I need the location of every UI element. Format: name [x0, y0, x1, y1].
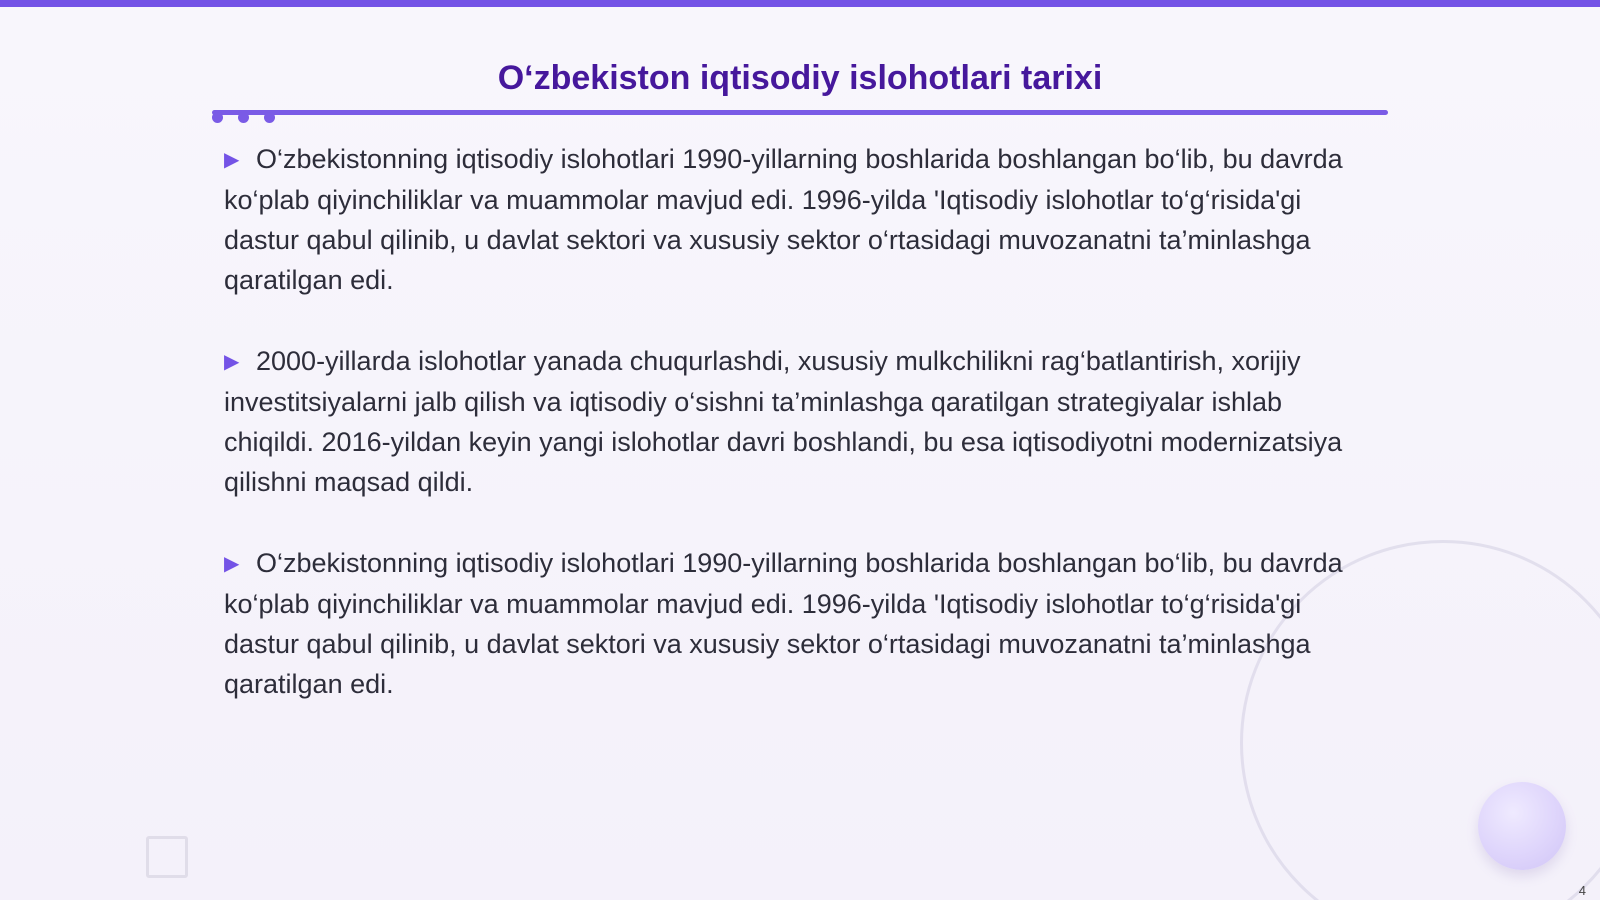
slide-title: O‘zbekiston iqtisodiy islohotlari tarixi [497, 59, 1103, 97]
bullet-list [224, 139, 1374, 745]
paragraph-text: O‘zbekistonning iqtisodiy islohotlari 1990-yillarning boshlarida boshlangan bo‘lib, bu davrda ko‘plab qiyinchiliklar va muammolar mavjud edi. 1996-yilda 'Iqtisodiy islohotlar to‘g‘risida'gi dastur qabul qilinib, u davlat sektori va xususiy sektor o‘rtasidagi muvozanatni ta’minlashga qaratilgan edi. [224, 144, 1343, 295]
decorative-square [146, 836, 188, 878]
title-underline [212, 110, 1388, 115]
underline-dot [238, 112, 249, 123]
top-accent-bar [0, 0, 1600, 7]
paragraph-text: O‘zbekistonning iqtisodiy islohotlari 1990-yillarning boshlarida boshlangan bo‘lib, bu davrda ko‘plab qiyinchiliklar va muammolar mavjud edi. 1996-yilda 'Iqtisodiy islohotlar to‘g‘risida'gi dastur qabul qilinib, u davlat sektori va xususiy sektor o‘rtasidagi muvozanatni ta’minlashga qaratilgan edi. [224, 548, 1343, 699]
bullet-paragraph [224, 341, 1374, 502]
underline-dot [212, 112, 223, 123]
decorative-bubble [1478, 782, 1566, 870]
triangle-right-icon: ▶ [224, 553, 240, 575]
underline-dot [264, 112, 275, 123]
triangle-right-icon: ▶ [224, 351, 240, 373]
triangle-right-icon: ▶ [224, 149, 240, 171]
page-number: 4 [1578, 883, 1586, 898]
bullet-paragraph [224, 139, 1374, 300]
bullet-paragraph [224, 543, 1374, 704]
paragraph-text: 2000-yillarda islohotlar yanada chuqurlashdi, xususiy mulkchilikni rag‘batlantirish, xorijiy investitsiyalarni jalb qilish va iqtisodiy o‘sishni ta’minlashga qaratilgan strategiyalar ishlab chiqildi. 2016-yildan keyin yangi islohotlar davri boshlandi, bu esa iqtisodiyotni modernizatsiya qilishni maqsad qildi. [224, 346, 1343, 497]
